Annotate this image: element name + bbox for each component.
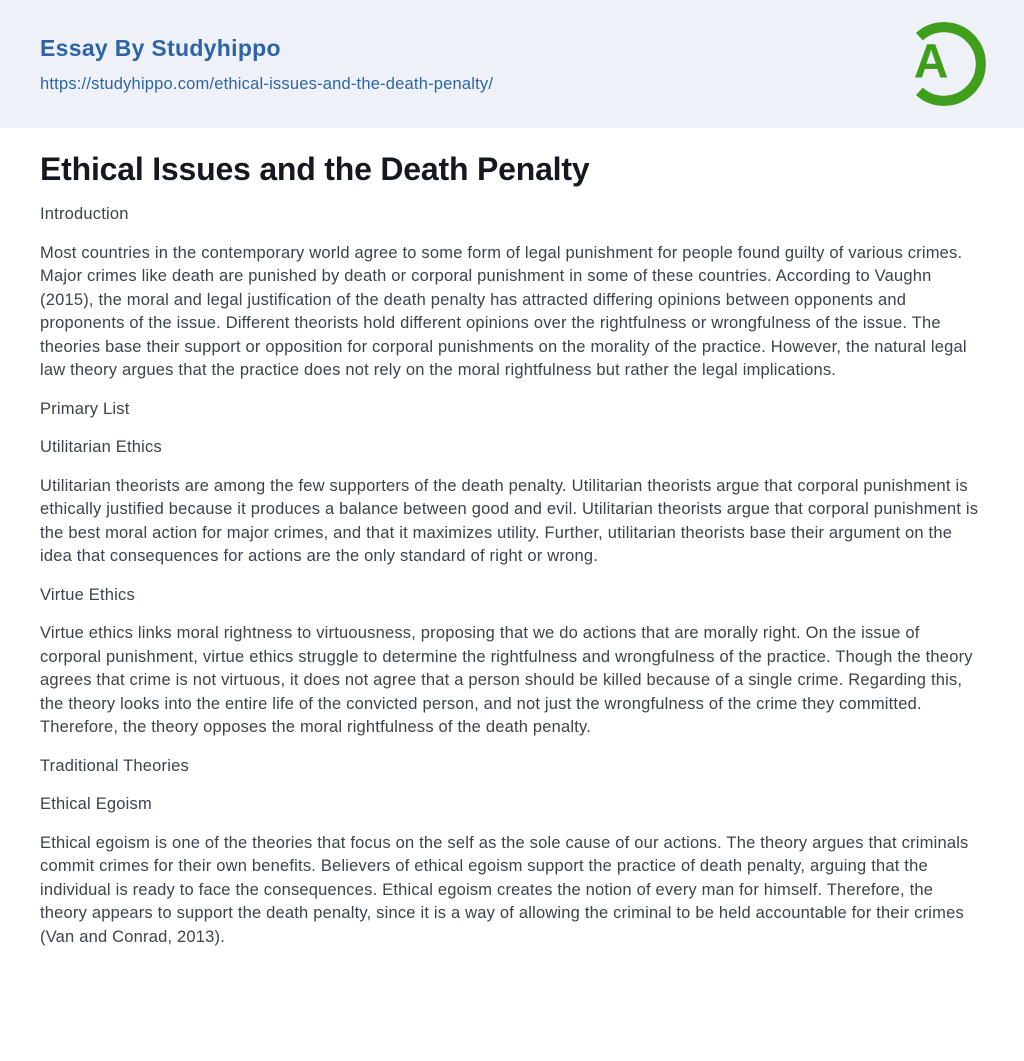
essay-url-link[interactable]: https://studyhippo.com/ethical-issues-and-the-death-penalty/ bbox=[40, 74, 494, 93]
essay-title: Ethical Issues and the Death Penalty bbox=[40, 151, 590, 187]
heading-utilitarian-ethics: Utilitarian Ethics bbox=[40, 438, 162, 456]
heading-virtue-ethics: Virtue Ethics bbox=[40, 585, 135, 604]
paragraph-ethical-egoism: Ethical egoism is one of the theories that focus on the self as the sole cause of our actions. The theory argues that criminals commit crimes for their own benefits. Believers of ethical egoism support the practice of death penalty, arguing that the individual is ready to face the consequences. Ethical egoism creates the notion of every man for himself. Therefore, the theory appears to support the death penalty, since it is a way of allowing the criminal to be held accountable for their crimes (Van and Conrad, 2013). bbox=[40, 833, 969, 946]
heading-ethical-egoism: Ethical Egoism bbox=[40, 795, 152, 813]
logo-letter: A bbox=[913, 35, 949, 89]
heading-traditional-theories: Traditional Theories bbox=[40, 756, 189, 775]
paragraph-utilitarian-ethics: Utilitarian theorists are among the few supporters of the death penalty. Utilitarian theorists argue that corporal punishment is ethically justified because it produces a balance between good and evil. Utilitarian theorists argue that corporal punishment is the best moral action for major crimes, and that it maximizes utility. Further, utilitarian theorists base their argument on the idea that consequences for actions are the only standard of right or wrong. bbox=[40, 476, 979, 565]
essay-body bbox=[0, 128, 1024, 949]
heading-primary-list: Primary List bbox=[40, 399, 130, 418]
paragraph-introduction: Most countries in the contemporary world agree to some form of legal punishment for people found guilty of various crimes. Major crimes like death are punished by death or corporal punishment in some of these countries. According to Vaughn (2015), the moral and legal justification of the death penalty has attracted differing opinions between opponents and proponents of the issue. Different theorists hold different opinions over the rightfulness or wrongfulness of the issue. The theories base their support or opposition for corporal punishments on the morality of the practice. However, the natural legal law theory argues that the practice does not rely on the moral rightfulness but rather the legal implications. bbox=[40, 243, 967, 379]
studyhippo-logo-icon bbox=[898, 18, 990, 110]
header-text-block bbox=[40, 35, 493, 94]
header-banner bbox=[0, 0, 1024, 128]
paragraph-virtue-ethics: Virtue ethics links moral rightness to virtuousness, proposing that we do actions that are morally right. On the issue of corporal punishment, virtue ethics struggle to determine the rightfulness and wrongfulness of the practice. Though the theory agrees that crime is not virtuous, it does not agree that a person should be killed because of a single crime. Regarding this, the theory looks into the entire life of the convicted person, and not just the wrongfulness of the crime they committed. Therefore, the theory opposes the moral rightfulness of the death penalty. bbox=[40, 624, 973, 736]
heading-introduction: Introduction bbox=[40, 205, 129, 223]
byline: Essay By Studyhippo bbox=[40, 34, 281, 61]
